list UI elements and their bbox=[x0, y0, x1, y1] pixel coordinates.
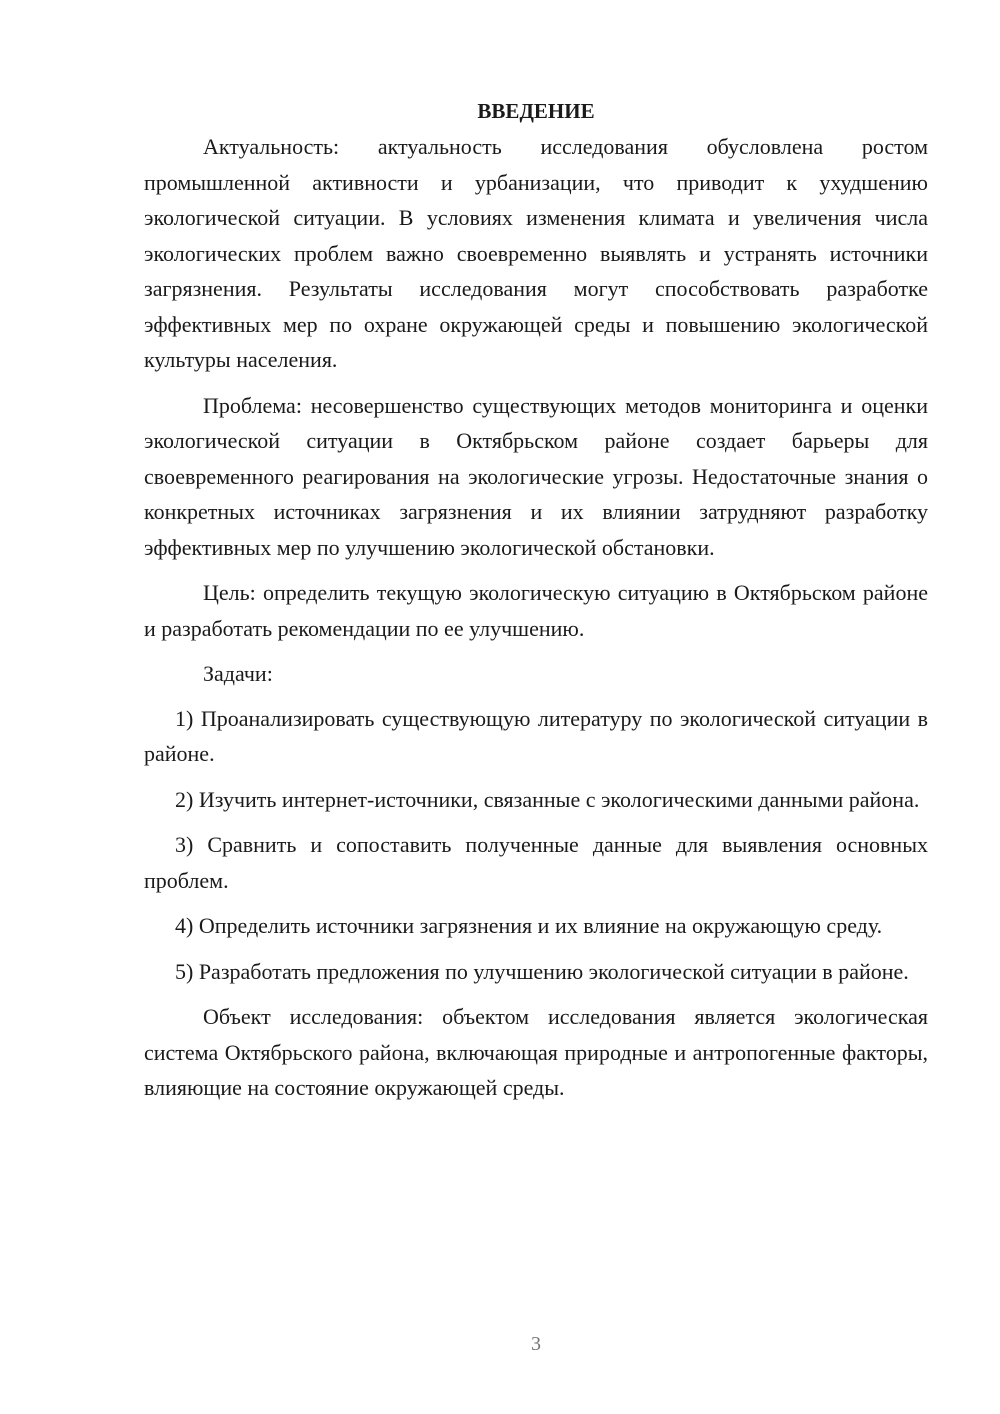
problem-paragraph: Проблема: несовершенство существующих методов мониторинга и оценки экологической ситуации в Октябрьском районе создает барьеры для своевременного реагирования на экологические угрозы. Недостаточные знания о конкретных источниках загрязнения и их влиянии затрудняют разработку эффективных мер по улучшению экологической обстановки. bbox=[144, 392, 928, 560]
object-paragraph: Объект исследования: объектом исследования является экологическая система Октябрьского района, включающая природные и антропогенные факторы, влияющие на состояние окружающей среды. bbox=[144, 1004, 928, 1100]
task-item-2: 2) Изучить интернет-источники, связанные с экологическими данными района. bbox=[175, 786, 920, 812]
tasks-title: Задачи: bbox=[203, 661, 273, 686]
goal-paragraph: Цель: определить текущую экологическую ситуацию в Октябрьском районе и разработать рекомендации по ее улучшению. bbox=[144, 580, 928, 641]
task-item-4: 4) Определить источники загрязнения и их влияние на окружающую среду. bbox=[175, 913, 883, 938]
section-heading: ВВЕДЕНИЕ bbox=[477, 99, 595, 123]
task-item-1: 1) Проанализировать существующую литературу по экологической ситуации в районе. bbox=[144, 705, 928, 766]
document-body bbox=[144, 96, 928, 1116]
task-item-3: 3) Сравнить и сопоставить полученные данные для выявления основных проблем. bbox=[144, 832, 928, 893]
page-number: 3 bbox=[531, 1333, 541, 1355]
relevance-paragraph: Актуальность: актуальность исследования обусловлена ростом промышленной активности и урбанизации, что приводит к ухудшению экологической ситуации. В условиях изменения климата и увеличения числа экологических проблем важно своевременно выявлять и устранять источники загрязнения. Результаты исследования могут способствовать разработке эффективных мер по охране окружающей среды и повышению экологической культуры населения. bbox=[144, 134, 928, 372]
task-item-5: 5) Разработать предложения по улучшению экологической ситуации в районе. bbox=[175, 958, 909, 984]
